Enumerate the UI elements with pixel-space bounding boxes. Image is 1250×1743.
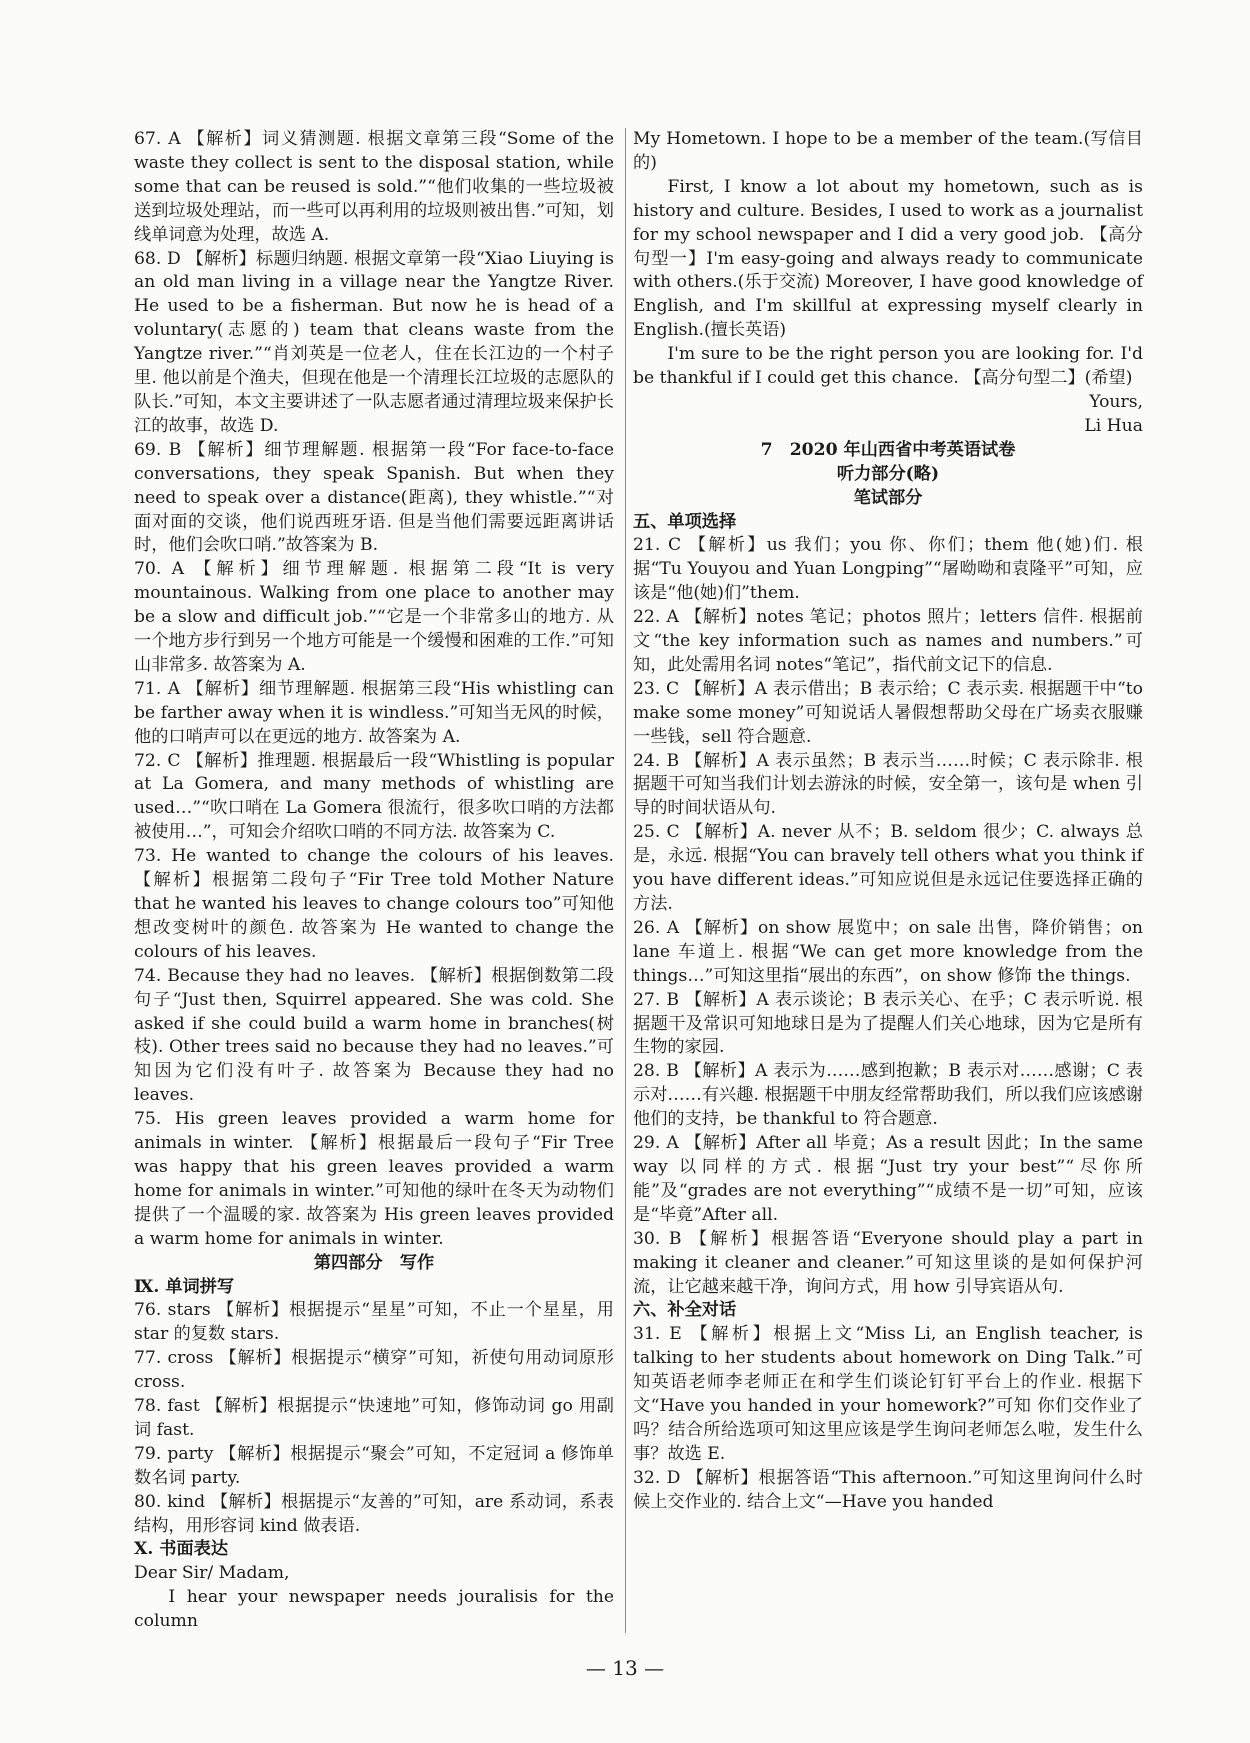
right-column bbox=[633, 128, 1143, 1515]
subsection-title: Ⅹ. 书面表达 bbox=[134, 1539, 229, 1560]
answer-paragraph: 21. C 【解析】us 我们；you 你、你们；them 他(她)们. 根据“Tu Youyou and Yuan Longping”“屠呦呦和袁隆平”可知，应该是“他(她)们”them. bbox=[633, 535, 1143, 604]
answer-paragraph: I'm sure to be the right person you are looking for. I'd be thankful if I could get this chance. 【高分句型二】(希望) bbox=[633, 344, 1143, 389]
answer-paragraph: 67. A 【解析】词义猜测题. 根据文章第三段“Some of the waste they collect is sent to the disposal station, while some that can be reused is sold.”“他们收集的一些垃圾被送到垃圾处理站，而一些可以再利用的垃圾则被出售.”可知，划线单词意为处理，故选 A. bbox=[134, 129, 614, 245]
answer-paragraph: 24. B 【解析】A 表示虽然；B 表示当……时候；C 表示除非. 根据题干可知当我们计划去游泳的时候，安全第一，该句是 when 引导的时间状语从句. bbox=[633, 750, 1143, 819]
answer-paragraph: 23. C 【解析】A 表示借出；B 表示给；C 表示卖. 根据题干中“to make some money”可知说话人暑假想帮助父母在广场卖衣服赚一些钱，sell 符合题意. bbox=[633, 678, 1143, 747]
section-heading: 第四部分 写作 bbox=[313, 1252, 435, 1273]
answer-paragraph: 69. B 【解析】细节理解题. 根据第一段“For face-to-face conversations, they speak Spanish. But when they need to speak over a distance(距离), they whistle.”“对面对面的交谈，他们说西班牙语. 但是当他们需要远距离讲话时，他们会吹口哨.”故答案为 B. bbox=[134, 439, 614, 556]
page-number: — 13 — bbox=[585, 1656, 665, 1680]
answer-paragraph: First, I know a lot about my hometown, such as is history and culture. Besides, I used to work as a journalist for my school newspaper and I did a very good job. 【高分句型一】I'm easy-going and always ready to communicate with others.(乐于交流) Moreover, I have good knowledge of English, and I'm skillful at expressing myself clearly in English.(擅长英语) bbox=[633, 176, 1143, 341]
answer-paragraph: My Hometown. I hope to be a member of the team.(写信目的) bbox=[633, 129, 1143, 173]
subsection-title: Ⅸ. 单词拼写 bbox=[134, 1276, 235, 1297]
answer-paragraph: 22. A 【解析】notes 笔记；photos 照片；letters 信件. 根据前文“the key information such as names and numbers.”可知，此处需用名词 notes“笔记”，指代前文记下的信息. bbox=[633, 607, 1143, 675]
answer-paragraph: Yours, bbox=[1089, 391, 1143, 412]
answer-paragraph: 78. fast 【解析】根据提示“快速地”可知，修饰动词 go 用副词 fast. bbox=[134, 1396, 614, 1440]
answer-paragraph: I hear your newspaper needs jouralisis for the column bbox=[134, 1587, 614, 1632]
answer-paragraph: 28. B 【解析】A 表示为……感到抱歉；B 表示对……感谢；C 表示对……有兴趣. 根据题干中朋友经常帮助我们，所以我们应该感谢他们的支持，be thankful to 符合题意. bbox=[633, 1061, 1143, 1130]
column-divider bbox=[625, 128, 626, 1633]
answer-paragraph: 31. E 【解析】根据上文“Miss Li, an English teacher, is talking to her students about homework on Ding Talk.”可知英语老师李老师正在和学生们谈论钉钉平台上的作业. 根据下文“Have you handed in your homework?”可知 你们交作业了吗？结合所给选项可知这里应该是学生询问老师怎么啦，发生什么事？故选 E. bbox=[633, 1324, 1143, 1464]
section-heading: 7 2020 年山西省中考英语试卷 bbox=[760, 439, 1016, 460]
answer-paragraph: Dear Sir/ Madam, bbox=[134, 1563, 290, 1584]
answer-paragraph: 75. His green leaves provided a warm home for animals in winter. 【解析】根据最后一段句子“Fir Tree was happy that his green leaves provided a warm home for animals in winter.”可知他的绿叶在冬天为动物们提供了一个温暖的家. 故答案为 His green leaves provided a warm home for animals in winter. bbox=[134, 1109, 614, 1249]
answer-paragraph: 72. C 【解析】推理题. 根据最后一段“Whistling is popular at La Gomera, and many methods of whistling are used…”“吹口哨在 La Gomera 很流行，很多吹口哨的方法都被使用…”，可知会介绍吹口哨的不同方法. 故答案为 C. bbox=[134, 750, 614, 843]
answer-paragraph: 80. kind 【解析】根据提示“友善的”可知，are 系动词，系表结构，用形容词 kind 做表语. bbox=[134, 1491, 614, 1536]
subsection-title: 五、单项选择 bbox=[633, 511, 737, 532]
answer-paragraph: 74. Because they had no leaves. 【解析】根据倒数第二段句子“Just then, Squirrel appeared. She was cold. She asked if she could build a warm home in branches(树枝). Other trees said no because they had no leaves.”可知因为它们没有叶子. 故答案为 Because they had no leaves. bbox=[134, 965, 614, 1106]
answer-paragraph: 79. party 【解析】根据提示“聚会”可知，不定冠词 a 修饰单数名词 party. bbox=[134, 1443, 614, 1488]
section-heading: 听力部分(略) bbox=[836, 463, 940, 484]
answer-paragraph: 70. A 【解析】细节理解题. 根据第二段“It is very mountainous. Walking from one place to another may be a slow and difficult job.”“它是一个非常多山的地方. 从一个地方步行到另一个地方可能是一个缓慢和困难的工作.”可知山非常多. 故答案为 A. bbox=[134, 559, 614, 675]
answer-paragraph: 25. C 【解析】A. never 从不；B. seldom 很少；C. always 总是，永远. 根据“You can bravely tell others what you think if you have different ideas.”可知应说但是永远记住要选择正确的方法. bbox=[633, 822, 1143, 914]
answer-paragraph: 71. A 【解析】细节理解题. 根据第三段“His whistling can be farther away when it is windless.”可知当无风的时候，他的口哨声可以在更远的地方. 故答案为 A. bbox=[134, 678, 614, 747]
answer-paragraph: 32. D 【解析】根据答语“This afternoon.”可知这里询问什么时候上交作业的. 结合上文“—Have you handed bbox=[633, 1467, 1143, 1512]
answer-paragraph: 27. B 【解析】A 表示谈论；B 表示关心、在乎；C 表示听说. 根据题干及常识可知地球日是为了提醒人们关心地球，因为它是所有生物的家园. bbox=[633, 989, 1143, 1058]
answer-paragraph: 29. A 【解析】After all 毕竟；As a result 因此；In the same way 以同样的方式. 根据“Just try your best”“尽你所能”及“grades are not everything”“成绩不是一切”可知，应该是“毕竟”After all. bbox=[633, 1133, 1143, 1225]
left-column bbox=[134, 128, 614, 1634]
answer-paragraph: 76. stars 【解析】根据提示“星星”可知，不止一个星星，用 star 的复数 stars. bbox=[134, 1300, 614, 1345]
answer-paragraph: 77. cross 【解析】根据提示“横穿”可知，祈使句用动词原形 cross. bbox=[134, 1348, 614, 1393]
subsection-title: 六、补全对话 bbox=[633, 1300, 737, 1321]
answer-paragraph: Li Hua bbox=[1084, 415, 1143, 436]
answer-paragraph: 68. D 【解析】标题归纳题. 根据文章第一段“Xiao Liuying is an old man living in a village near the Yangtze River. He used to be a fisherman. But now he is head of a voluntary(志愿的) team that cleans waste from the Yangtze river.”“肖刘英是一位老人，住在长江边的一个村子里. 他以前是个渔夫，但现在他是一个清理长江垃圾的志愿队的队长.”可知，本文主要讲述了一队志愿者通过清理垃圾来保护长江的故事，故选 D. bbox=[134, 248, 614, 436]
section-heading: 笔试部分 bbox=[853, 487, 923, 508]
answer-paragraph: 30. B 【解析】根据答语“Everyone should play a part in making it cleaner and cleaner.”可知这里谈的是如何保护河流，让它越来越干净，询问方式，用 how 引导宾语从句. bbox=[633, 1228, 1143, 1297]
answer-paragraph: 26. A 【解析】on show 展览中；on sale 出售，降价销售；on lane 车道上. 根据“We can get more knowledge from the things…”可知这里指“展出的东西”，on show 修饰 the things. bbox=[633, 917, 1143, 986]
answer-paragraph: 73. He wanted to change the colours of his leaves. 【解析】根据第二段句子“Fir Tree told Mother Nature that he wanted his leaves to change colours too”可知他想改变树叶的颜色. 故答案为 He wanted to change the colours of his leaves. bbox=[134, 846, 614, 962]
